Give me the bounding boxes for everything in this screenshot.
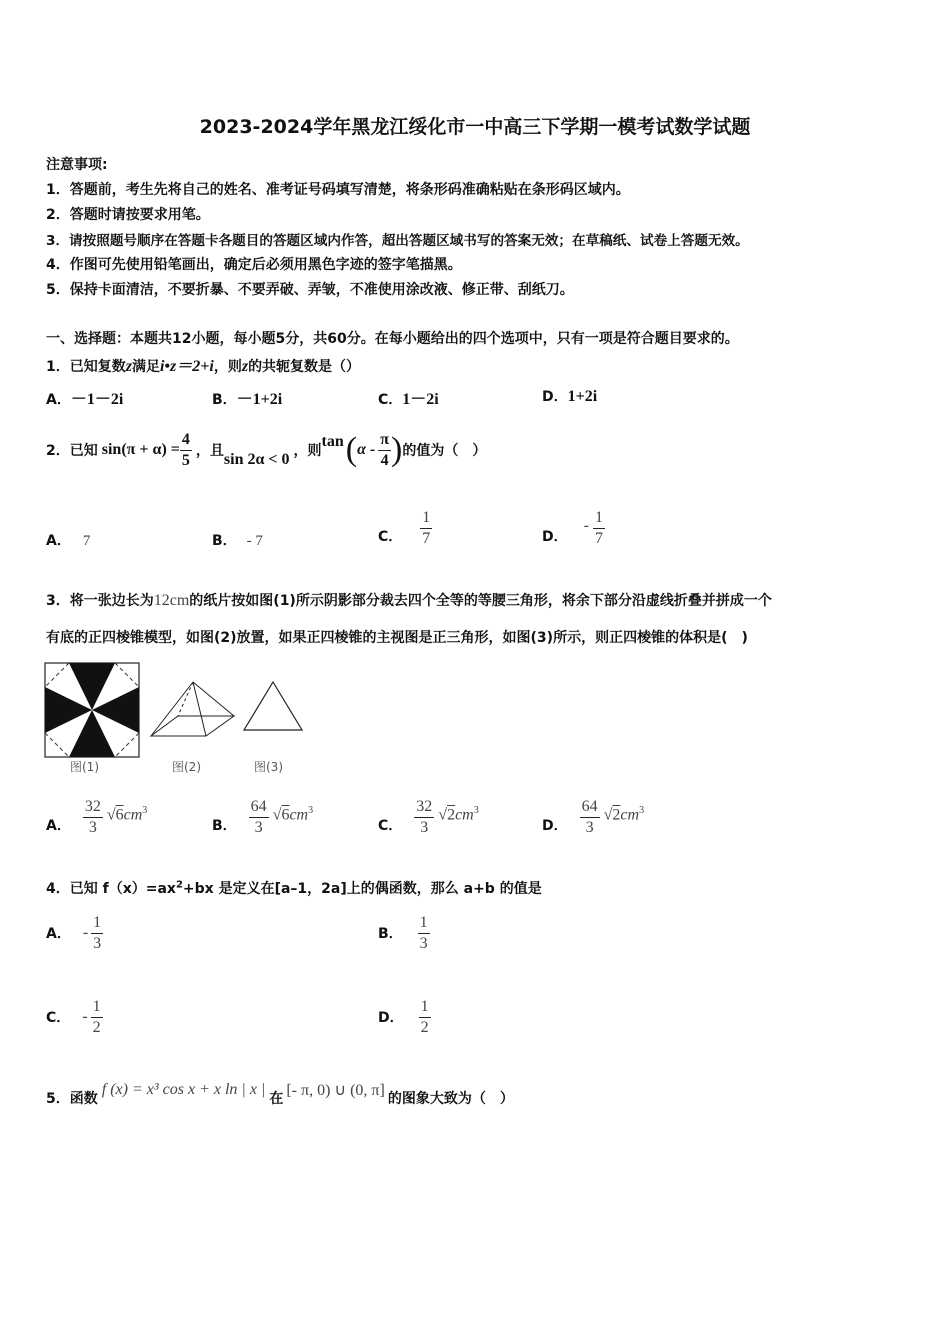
q2-option-b[interactable]: B． - 7 [212,533,263,549]
q2-fraction: $\frac{\pi}{4}$ [380,430,390,469]
q2-paren: ) [391,431,403,468]
question-1 [46,353,360,376]
q1-stem: ，则 [213,359,242,375]
q2-option-a[interactable]: A． 7 [46,533,91,549]
q2-stem: 的值为（ ） [402,443,487,459]
q3-option-b[interactable]: B． $\frac{64}{3}$ $√6cm^3$ [212,798,314,836]
q3-length: 12cm [153,592,190,609]
section-heading: 一、选择题：本题共12小题，每小题5分，共60分。在每小题给出的四个选项中，只有一项是符合题目要求的。 [46,331,739,347]
question-3-line-1: 3．将一张边长为12cm的纸片按如图(1)所示阴影部分裁去四个全等的等腰三角形，将余下部分沿虚线折叠并拼成一个 [46,592,772,609]
notice-heading: 注意事项: [46,157,108,173]
question-2 [46,425,486,475]
q4-option-c[interactable]: C． - $\frac{1}{2}$ [46,997,101,1036]
figure-2-label: 图(2) [172,760,201,774]
figure-1-square-pinwheel [44,662,144,760]
q5-domain: [- π, 0) ∪ (0, π] [286,1082,385,1099]
q3-option-d[interactable]: D． $\frac{64}{3}$ $√2cm^3$ [542,798,645,836]
q1-option-a[interactable]: A．－1－2i [46,391,124,408]
figure-3-label: 图(3) [254,760,283,774]
q2-option-d[interactable]: D． - $\frac{1}{7}$ [542,509,603,547]
q5-function: f (x) = x³ cos x + x ln | x | [101,1081,266,1098]
page-title: 2023-2024学年黑龙江绥化市一中高三下学期一模考试数学试题 [199,116,751,138]
q1-stem: 满足 [131,359,160,375]
q2-stem: ，且 [195,443,224,459]
figure-3-triangle [240,678,306,734]
q2-expr-sin: sin(π + α) = [101,441,180,458]
q2-stem: ，则 [293,443,322,459]
q3-option-c[interactable]: C． $\frac{32}{3}$ $√2cm^3$ [378,798,479,836]
q4-option-d[interactable]: D． $\frac{1}{2}$ [378,997,429,1036]
q2-fraction: $\frac{4}{5}$ [181,430,190,469]
notice-item: 2．答题时请按要求用笔。 [46,207,210,223]
q1-var: z [125,358,132,375]
notice-item: 1．答题前，考生先将自己的姓名、准考证号码填写清楚，将条形码准确粘贴在条形码区域内。 [46,182,630,198]
question-3-line-2: 有底的正四棱锥模型，如图(2)放置，如果正四棱锥的主视图是正三角形，如图(3)所示，则正四棱锥的体积是( ) [46,630,748,646]
q2-paren: ( [345,431,358,468]
q2-expr-inner: α - [357,441,376,458]
q1-condition: i•z＝2+i [159,358,214,375]
q2-stem: 2．已知 [46,443,98,459]
question-4: 4．已知 $f(x)=ax^2+bx$ 是定义在[a–1，2a]上的偶函数，那么 a+b 的值是 [46,879,542,897]
q2-expr-tan: tan [321,433,344,450]
q4-option-b[interactable]: B． $\frac{1}{3}$ [378,913,428,952]
q3-option-a[interactable]: A． $\frac{32}{3}$ $√6cm^3$ [46,798,148,836]
q1-option-d[interactable]: D．1+2i [542,388,598,405]
question-5: 5．函数 f (x) = x³ cos x + x ln | x | 在 [- π, 0) ∪ (0, π] 的图象大致为（ ） [46,1081,514,1107]
q2-option-c[interactable]: C． $\frac{1}{7}$ [378,509,431,547]
q1-option-c[interactable]: C．1－2i [378,391,439,408]
q4-option-a[interactable]: A． - $\frac{1}{3}$ [46,913,102,952]
notice-item: 5．保持卡面清洁，不要折暴、不要弄破、弄皱，不准使用涂改液、修正带、刮纸刀。 [46,282,574,298]
q1-option-b[interactable]: B．－1+2i [212,391,283,408]
notice-item: 3．请按照题号顺序在答题卡各题目的答题区域内作答，超出答题区域书写的答案无效；在草稿纸、试卷上答题无效。 [46,233,749,249]
q1-stem: 1．已知复数 [46,359,126,375]
q1-var: z [241,358,249,375]
figure-1-label: 图(1) [70,760,99,774]
figure-2-pyramid [148,678,238,740]
q1-stem: 的共轭复数是（） [248,359,361,375]
q2-expr-condition: sin 2α < 0 [223,451,290,468]
notice-item: 4．作图可先使用铅笔画出，确定后必须用黑色字迹的签字笔描黑。 [46,257,462,273]
